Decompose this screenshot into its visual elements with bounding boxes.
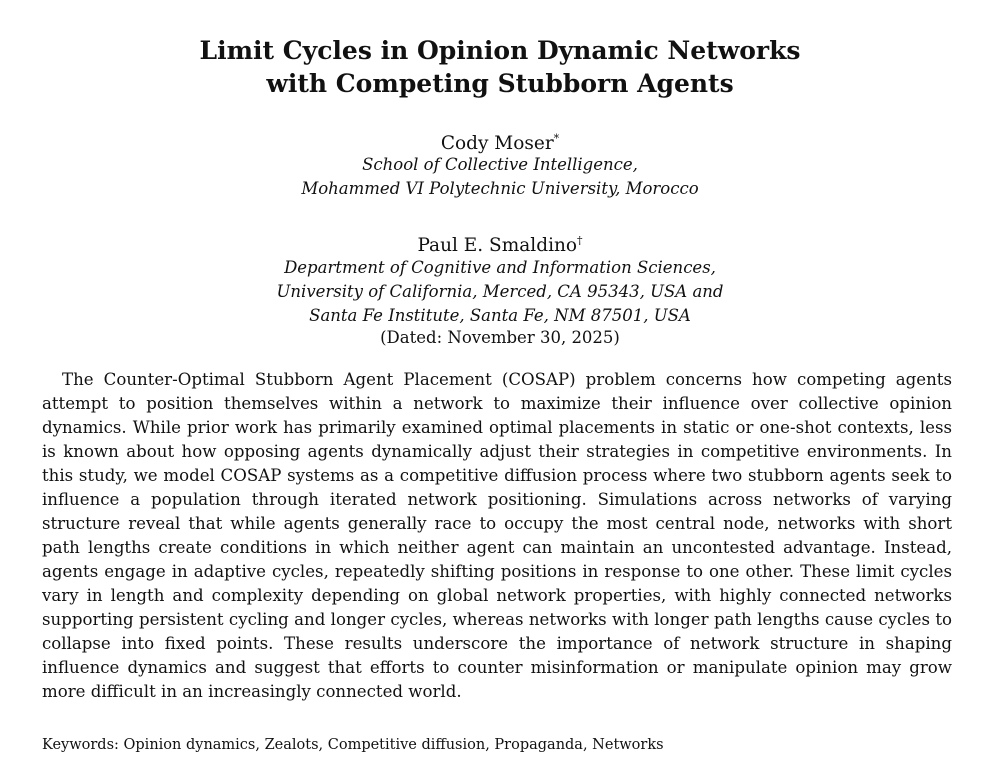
author-1-affiliation <box>0 153 1000 201</box>
paper-title <box>0 34 1000 100</box>
affiliation-line: Department of Cognitive and Information Sciences, <box>284 258 716 277</box>
affiliation-line: Mohammed VI Polytechnic University, Morocco <box>301 179 699 198</box>
title-line-2: with Competing Stubborn Agents <box>266 69 734 98</box>
dated-line: (Dated: November 30, 2025) <box>380 328 620 347</box>
author-2-name <box>0 229 1000 258</box>
author-2-affiliation <box>0 256 1000 328</box>
abstract: The Counter-Optimal Stubborn Agent Placement (COSAP) problem concerns how competing agents attempt to position themselves within a network to maximize their influence over collective opinion dynamics. While prior work has primarily examined optimal placements in static or one-shot contexts, less is known about how opposing agents dynamically adjust their strategies in competitive environments. In this study, we model COSAP systems as a competitive diffusion process where two stubborn agents seek to influence a population through iterated network positioning. Simulations across networks of varying structure reveal that while agents generally race to occupy the most central node, networks with short path lengths create conditions in which neither agent can maintain an uncontested advantage. Instead, agents engage in adaptive cycles, repeatedly shifting positions in response to one other. These limit cycles vary in length and complexity depending on global network properties, with highly connected networks supporting persistent cycling and longer cycles, whereas networks with longer path lengths cause cycles to collapse into fixed points. These results underscore the importance of network structure in shaping influence dynamics and suggest that efforts to counter misinformation or manipulate opinion may grow more difficult in an increasingly connected world. <box>42 370 952 701</box>
author-2-name-text: Paul E. Smaldino <box>417 235 578 256</box>
title-line-1: Limit Cycles in Opinion Dynamic Networks <box>199 36 801 65</box>
author-1-name-text: Cody Moser <box>440 133 554 154</box>
affiliation-line: Santa Fe Institute, Santa Fe, NM 87501, USA <box>309 306 691 325</box>
affiliation-line: School of Collective Intelligence, <box>362 155 638 174</box>
author-2-mark: † <box>577 234 583 247</box>
author-1-name <box>0 127 1000 156</box>
keywords: Keywords: Opinion dynamics, Zealots, Competitive diffusion, Propaganda, Networks <box>42 737 664 753</box>
affiliation-line: University of California, Merced, CA 95343, USA and <box>276 282 724 301</box>
author-1-mark: * <box>553 132 560 145</box>
